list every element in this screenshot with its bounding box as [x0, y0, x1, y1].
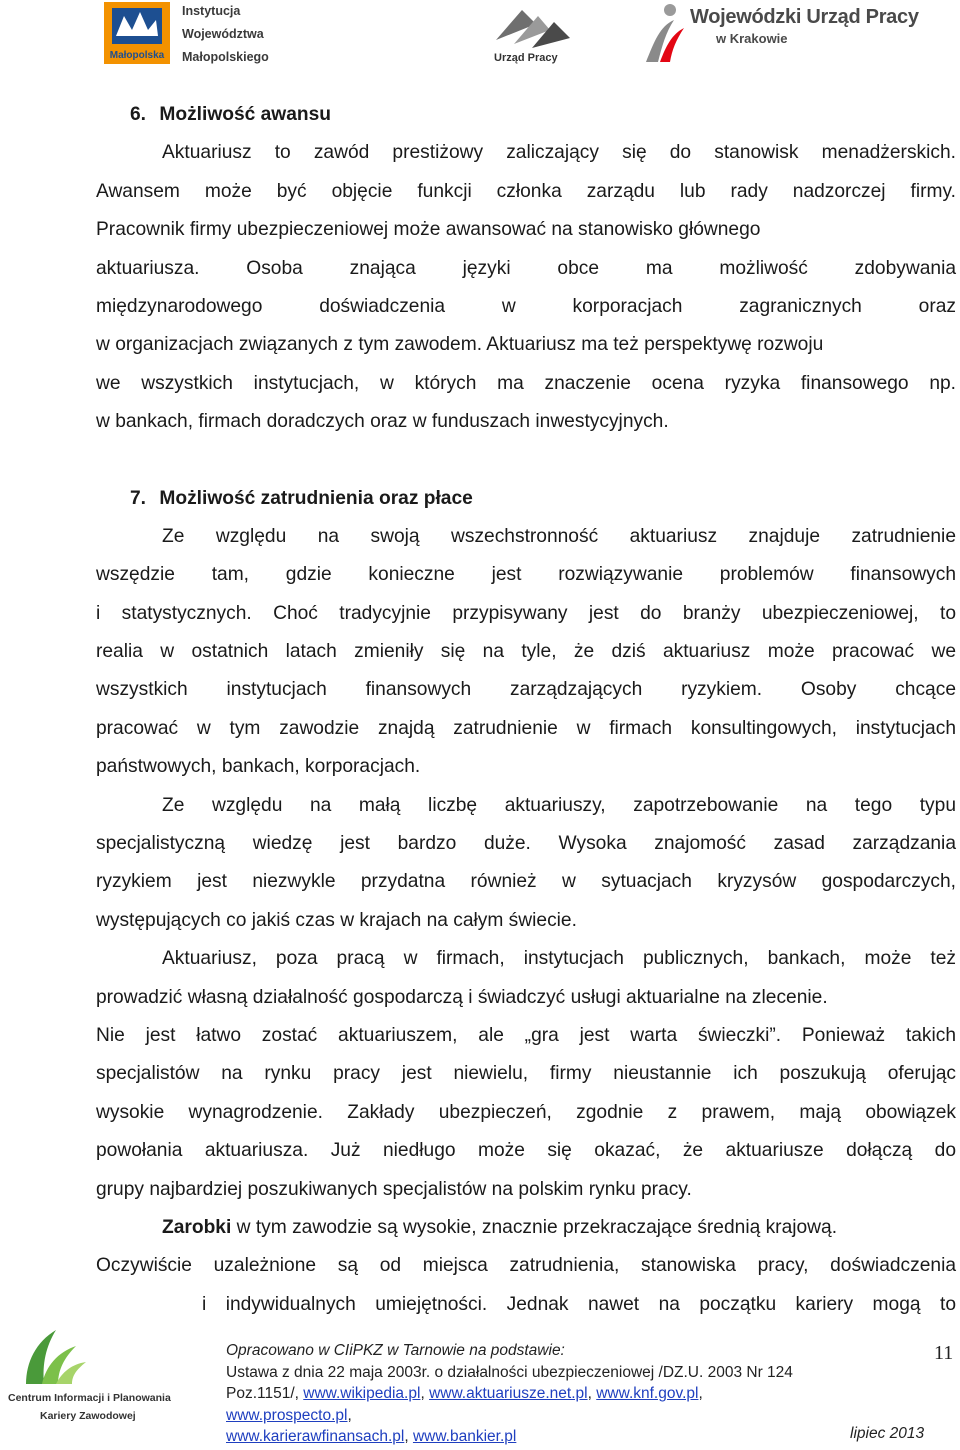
paragraph-line: we wszystkich instytucjach, w których ma znaczenie ocena ryzyka finansowego np. — [96, 372, 956, 394]
paragraph-line: Awansem może być objęcie funkcji członka zarządu lub rady nadzorczej firmy. — [96, 180, 956, 202]
source-line-1: Ustawa z dnia 22 maja 2003r. o działalności ubezpieczeniowej /DZ.U. 2003 Nr 124 — [226, 1363, 793, 1381]
earnings-bold: Zarobki — [162, 1216, 232, 1238]
link-knf[interactable]: www.knf.gov.pl — [596, 1385, 699, 1402]
link-bankier[interactable]: www.bankier.pl — [412, 1428, 517, 1445]
paragraph-line: i statystycznych. Choć tradycyjnie przypisywany jest do branży ubezpieczeniowej, to — [96, 602, 956, 624]
earnings-rest: w tym zawodzie są wysokie, znacznie przekraczające średnią krajową. — [231, 1216, 838, 1238]
paragraph-line: Ze względu na małą liczbę aktuariuszy, zapotrzebowanie na tego typu — [162, 794, 956, 816]
paragraph-line: specjalistyczną wiedzę jest bardzo duże. Wysoka znajomość zasad zarządzania — [96, 833, 956, 855]
paragraph-line: Aktuariusz, poza pracą w firmach, instytucjach publicznych, bankach, może też — [162, 948, 956, 970]
paragraph-line: Pracownik firmy ubezpieczeniowej może awansować na stanowisko głównego — [96, 219, 761, 241]
paragraph-line: Ze względu na swoją wszechstronność aktuariusz znajduje zatrudnienie — [162, 525, 956, 547]
paragraph-line: i indywidualnych umiejętności. Jednak nawet na początku kariery mogą to — [202, 1293, 956, 1315]
paragraph-line: prowadzić własną działalność gospodarczą i świadczyć usługi aktuarialne na zlecenie. — [96, 986, 828, 1008]
paragraph-line: w bankach, firmach doradczych oraz w funduszach inwestycyjnych. — [96, 411, 669, 433]
urzad-pracy-text: Urząd Pracy — [494, 52, 558, 64]
paragraph-line: wszędzie tam, gdzie konieczne jest rozwiązywanie problemów finansowych — [96, 564, 956, 586]
paragraph-line: Oczywiście uzależnione są od miejsca zatrudnienia, stanowiska pracy, doświadczenia — [96, 1255, 956, 1277]
ciipkz-logo-line-2: Kariery Zawodowej — [40, 1410, 136, 1422]
malopolska-logo — [104, 2, 170, 64]
paragraph-line: Nie jest łatwo zostać aktuariuszem, ale „gra jest warta świeczki”. Ponieważ takich — [96, 1024, 956, 1046]
malopolska-badge-text: Małopolska — [109, 50, 165, 61]
paragraph-line: w organizacjach związanych z tym zawodem. Aktuariusz ma też perspektywę rozwoju — [96, 334, 824, 356]
paragraph-line: grupy najbardziej poszukiwanych specjalistów na polskim rynku pracy. — [96, 1178, 692, 1200]
link-prospecto[interactable]: www.prospecto.pl — [226, 1406, 348, 1424]
source-line-2-prefix: Poz.1151/, — [226, 1385, 304, 1402]
paragraph-line: występujących co jakiś czas w krajach na całym świecie. — [96, 909, 577, 931]
paragraph-line: wysokie wynagrodzenie. Zakłady ubezpieczeń, zgodnie z prawem, mają obowiązek — [96, 1101, 956, 1123]
section-7-title: Możliwość zatrudnienia oraz płace — [159, 487, 473, 509]
source-line-2: Poz.1151/, www.wikipedia.pl, www.aktuariusze.net.pl, www.knf.gov.pl, — [226, 1385, 703, 1402]
wup-logo-icon — [640, 2, 686, 66]
wup-subtitle: w Krakowie — [716, 31, 788, 46]
paragraph-line: ryzykiem jest niezwykle przydatna również w sytuacjach kryzysów gospodarczych, — [96, 871, 956, 893]
section-6-heading — [96, 96, 956, 134]
wup-title: Wojewódzki Urząd Pracy — [690, 6, 919, 28]
paragraph-line: powołania aktuariusza. Już niedługo może się okazać, że aktuariusze dołączą do — [96, 1140, 956, 1162]
link-aktuariusze[interactable]: www.aktuariusze.net.pl — [429, 1385, 588, 1402]
link-karierawfinansach[interactable]: www.karierawfinansach.pl — [226, 1428, 405, 1445]
footer-date: lipiec 2013 — [850, 1425, 925, 1442]
paragraph-line: pracować w tym zawodzie znajdą zatrudnienie w firmach konsultingowych, instytucjach — [96, 717, 956, 739]
institution-line-1: Instytucja — [182, 4, 241, 18]
source-line-3: www.prospecto.pl, — [226, 1406, 352, 1424]
section-7-number: 7. — [130, 487, 147, 509]
institution-line-3: Małopolskiego — [182, 50, 269, 64]
section-7-heading — [96, 480, 956, 518]
institution-line-2: Województwa — [182, 27, 264, 41]
source-heading: Opracowano w CIiPKZ w Tarnowie na podstawie: — [226, 1342, 565, 1359]
earnings-line — [96, 1209, 956, 1247]
section-6-title: Możliwość awansu — [159, 104, 332, 125]
ciipkz-logo-line-1: Centrum Informacji i Planowania — [8, 1392, 171, 1404]
paragraph-line: międzynarodowego doświadczenia w korporacjach zagranicznych oraz — [96, 295, 956, 317]
source-block — [226, 1340, 793, 1448]
source-line-4: www.karierawfinansach.pl, www.bankier.pl — [226, 1428, 517, 1445]
paragraph-line: aktuariusza. Osoba znająca języki obce ma możliwość zdobywania — [96, 257, 956, 279]
section-6-number: 6. — [130, 104, 147, 125]
page-number: 11 — [934, 1342, 954, 1364]
document-body — [96, 96, 956, 1324]
paragraph-line: Aktuariusz to zawód prestiżowy zaliczający się do stanowisk menadżerskich. — [162, 142, 956, 164]
paragraph-line: realia w ostatnich latach zmieniły się na tyle, że dziś aktuariusz może pracować we — [96, 641, 956, 663]
institution-name — [182, 0, 269, 69]
paragraph-line: państwowych, bankach, korporacjach. — [96, 756, 421, 778]
link-wikipedia[interactable]: www.wikipedia.pl — [303, 1385, 421, 1402]
paragraph-line: wszystkich instytucjach finansowych zarządzających ryzykiem. Osoby chcące — [96, 679, 956, 701]
paragraph-line: specjalistów na rynku pracy jest niewielu, firmy nieustannie ich poszukują oferując — [96, 1063, 956, 1085]
